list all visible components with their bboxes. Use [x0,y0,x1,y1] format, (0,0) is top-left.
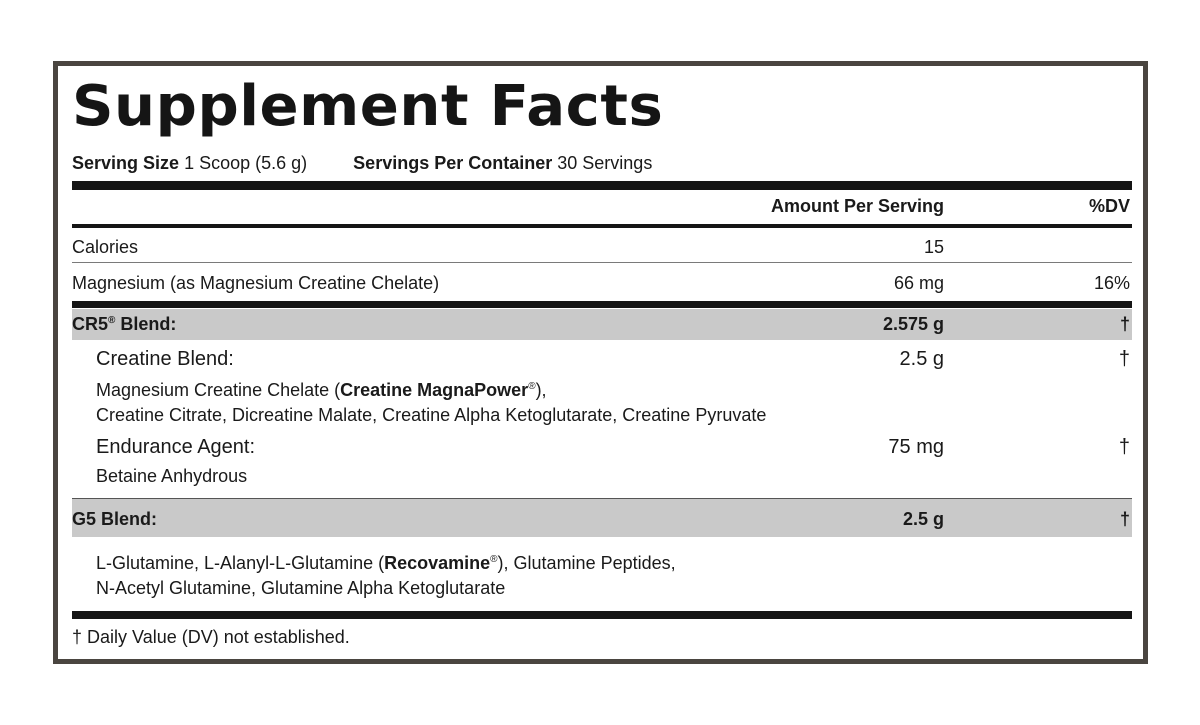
supplement-facts-panel [53,61,1148,664]
panel-title: Supplement Facts [72,74,664,139]
row-divider [72,262,1132,263]
g5-blend-amount: 2.5 g [902,509,944,529]
cr5-blend-amount: 2.575 g [882,314,944,334]
calories-amount: 15 [923,237,944,257]
serving-size-label: Serving Size [72,153,180,173]
magnesium-dv: 16% [1093,273,1130,293]
endurance-agent-row [72,431,1132,461]
magnesium-label: Magnesium (as Magnesium Creatine Chelate) [72,273,440,293]
g5-blend-label: G5 Blend: [72,509,158,529]
footnote: † Daily Value (DV) not established. [72,627,350,647]
creatine-blend-row [72,343,1132,373]
panel-content [72,74,1132,647]
creatine-blend-label: Creatine Blend: [96,348,234,370]
servings-per-container-label: Servings Per Container [353,153,553,173]
g5-blend-row [72,499,1132,537]
calories-row [72,232,1132,262]
serving-size-value: 1 Scoop (5.6 g) [184,153,308,173]
thick-divider [72,181,1132,190]
thick-divider-2 [72,301,1132,308]
endurance-agent-ingredients: Betaine Anhydrous [96,466,248,486]
amount-header: Amount Per Serving [770,196,944,216]
creatine-blend-dv: † [1118,348,1130,370]
serving-info [72,153,652,174]
g5-blend-ingredients-1: L-Glutamine, L-Alanyl-L-Glutamine (Recovamine®), Glutamine Peptides, [96,553,676,573]
g5-blend-ingredients-2: N-Acetyl Glutamine, Glutamine Alpha Ketoglutarate [96,578,506,598]
cr5-blend-dv: † [1119,314,1130,334]
endurance-agent-amount: 75 mg [888,436,944,458]
creatine-blend-ingredients-1: Magnesium Creatine Chelate (Creatine MagnaPower®), [96,380,547,400]
header-divider [72,224,1132,228]
cr5-blend-label: CR5® Blend: [72,314,177,334]
creatine-blend-ingredients-2: Creatine Citrate, Dicreatine Malate, Creatine Alpha Ketoglutarate, Creatine Pyruvate [96,405,767,425]
magnesium-amount: 66 mg [893,273,944,293]
calories-label: Calories [72,237,139,257]
endurance-agent-label: Endurance Agent: [96,436,256,458]
endurance-agent-dv: † [1118,436,1130,458]
cr5-blend-row [72,309,1132,340]
magnesium-row [72,268,1132,298]
dv-header: %DV [1088,196,1130,216]
bottom-divider [72,611,1132,619]
servings-per-container-value: 30 Servings [557,153,653,173]
g5-blend-dv: † [1119,509,1130,529]
creatine-blend-amount: 2.5 g [899,348,944,370]
column-header-row [72,191,1132,221]
